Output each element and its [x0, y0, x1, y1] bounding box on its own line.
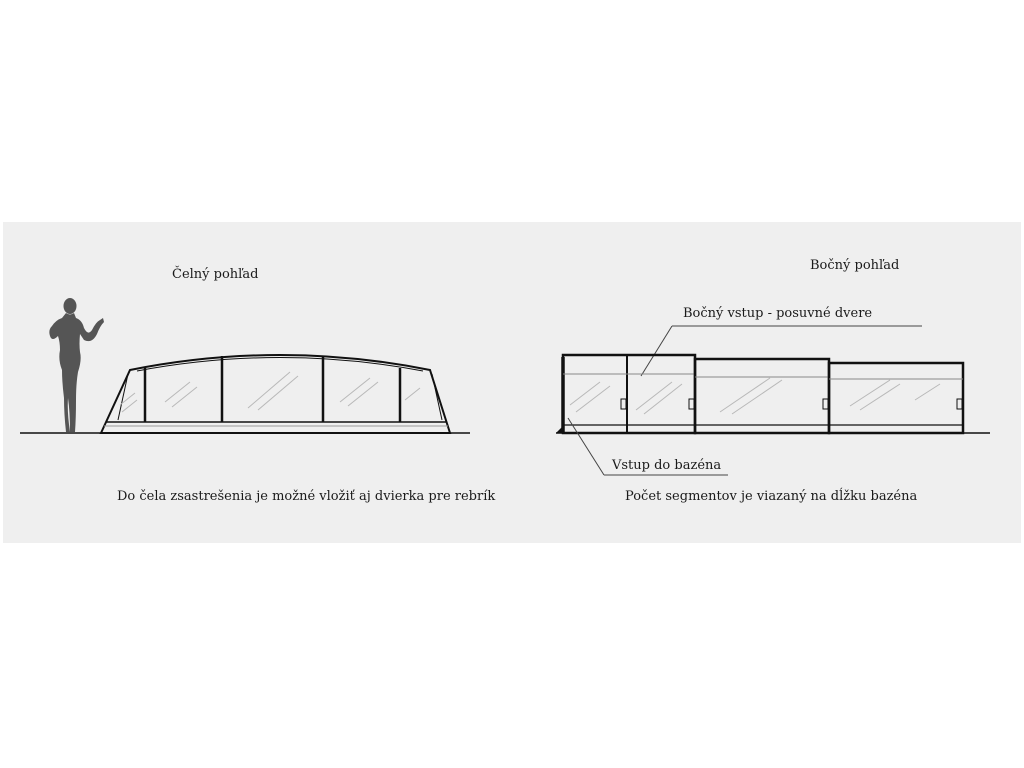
front-view-title: Čelný pohľad — [172, 267, 259, 282]
side-view-title: Bočný pohľad — [810, 258, 900, 273]
front-view-caption: Do čela zsastrešenia je možné vložiť aj dvierka pre rebrík — [117, 489, 496, 504]
side-view-caption: Počet segmentov je viazaný na dĺžku bazéna — [625, 489, 918, 504]
pool-entry-callout-label: Vstup do bazéna — [612, 458, 722, 473]
side-entry-callout-label: Bočný vstup - posuvné dvere — [683, 306, 873, 321]
